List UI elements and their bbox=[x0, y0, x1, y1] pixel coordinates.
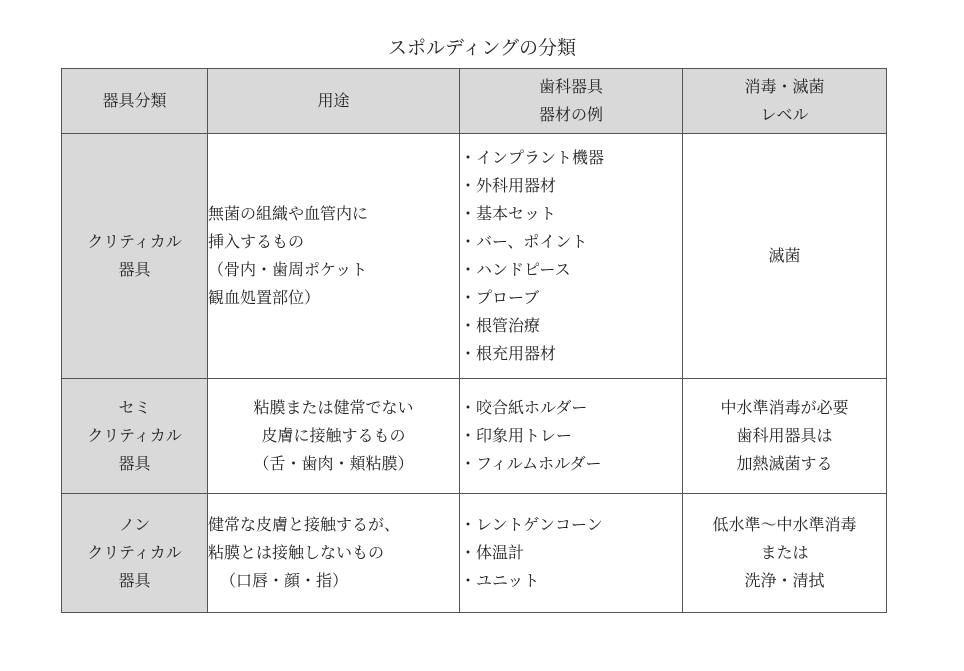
header-use bbox=[208, 69, 460, 134]
use-line: 粘膜または健常でない bbox=[253, 398, 414, 417]
table-row-semi-critical bbox=[62, 379, 887, 494]
list-item: ・ バー、ポイント bbox=[460, 228, 682, 256]
row-level-cell bbox=[683, 134, 887, 379]
row-level-cell bbox=[683, 494, 887, 613]
header-level-line: 消毒・滅菌 bbox=[744, 77, 825, 96]
list-item: ・ ユニット bbox=[460, 567, 682, 595]
use-line: 挿入するもの bbox=[208, 232, 305, 251]
list-item: ・ 体温計 bbox=[460, 539, 682, 567]
row-category-cell bbox=[62, 134, 208, 379]
header-examples-line: 器材の例 bbox=[538, 105, 603, 124]
table-row-critical bbox=[62, 134, 887, 379]
list-item: ・ 根管治療 bbox=[460, 312, 682, 340]
level-line: 歯科用器具は bbox=[736, 426, 833, 445]
row-use-cell bbox=[208, 134, 460, 379]
use-line: （骨内・歯周ポケット bbox=[208, 260, 368, 279]
row-use-cell bbox=[208, 379, 460, 494]
table-title: スポルディングの分類 bbox=[387, 37, 577, 59]
use-line: （口唇・顔・指） bbox=[220, 571, 349, 590]
examples-list bbox=[460, 144, 682, 368]
category-line: 器具 bbox=[118, 454, 151, 473]
category-line: ノン bbox=[118, 515, 151, 534]
level-line: 低水準〜中水準消毒 bbox=[712, 515, 857, 534]
use-line: 無菌の組織や血管内に bbox=[208, 204, 369, 223]
use-line: 観血処置部位） bbox=[208, 288, 321, 307]
list-item: ・ 外科用器材 bbox=[460, 172, 682, 200]
use-line: （舌・歯肉・頬粘膜） bbox=[253, 454, 414, 473]
use-line: 粘膜とは接触しないもの bbox=[208, 543, 385, 562]
header-use-line: 用途 bbox=[317, 91, 350, 110]
level-line: 加熱滅菌する bbox=[736, 454, 833, 473]
list-item: ・ 基本セット bbox=[460, 200, 682, 228]
table-row-non-critical bbox=[62, 494, 887, 613]
category-line: 器具 bbox=[118, 571, 151, 590]
list-item: ・ ハンドピース bbox=[460, 256, 682, 284]
row-examples-cell bbox=[460, 379, 683, 494]
category-line: 器具 bbox=[118, 260, 151, 279]
category-line: クリティカル bbox=[87, 426, 182, 445]
list-item: ・ インプラント機器 bbox=[460, 144, 682, 172]
level-line: 洗浄・清拭 bbox=[744, 571, 825, 590]
category-line: セミ bbox=[118, 398, 151, 417]
row-category-cell bbox=[62, 494, 208, 613]
list-item: ・ プローブ bbox=[460, 284, 682, 312]
category-line: クリティカル bbox=[87, 543, 182, 562]
level-line: または bbox=[760, 543, 809, 562]
use-line: 皮膚に接触するもの bbox=[261, 426, 406, 445]
header-level bbox=[683, 69, 887, 134]
list-item: ・ レントゲンコーン bbox=[460, 511, 682, 539]
spaulding-classification-table bbox=[61, 68, 887, 613]
level-line: 滅菌 bbox=[768, 246, 801, 265]
row-category-cell bbox=[62, 379, 208, 494]
category-line: クリティカル bbox=[87, 232, 182, 251]
header-examples bbox=[460, 69, 683, 134]
list-item: ・ 咬合紙ホルダー bbox=[460, 394, 682, 422]
row-examples-cell bbox=[460, 494, 683, 613]
header-category bbox=[62, 69, 208, 134]
use-line: 健常な皮膚と接触するが、 bbox=[208, 515, 401, 534]
row-level-cell bbox=[683, 379, 887, 494]
list-item: ・ 根充用器材 bbox=[460, 340, 682, 368]
level-line: 中水準消毒が必要 bbox=[720, 398, 849, 417]
examples-list bbox=[460, 511, 682, 595]
header-level-line: レベル bbox=[760, 105, 809, 124]
row-examples-cell bbox=[460, 134, 683, 379]
list-item: ・ フィルムホルダー bbox=[460, 450, 682, 478]
list-item: ・ 印象用トレー bbox=[460, 422, 682, 450]
header-category-line: 器具分類 bbox=[102, 91, 167, 110]
examples-list bbox=[460, 394, 682, 478]
row-use-cell bbox=[208, 494, 460, 613]
header-examples-line: 歯科器具 bbox=[538, 77, 603, 96]
header-row bbox=[62, 69, 887, 134]
